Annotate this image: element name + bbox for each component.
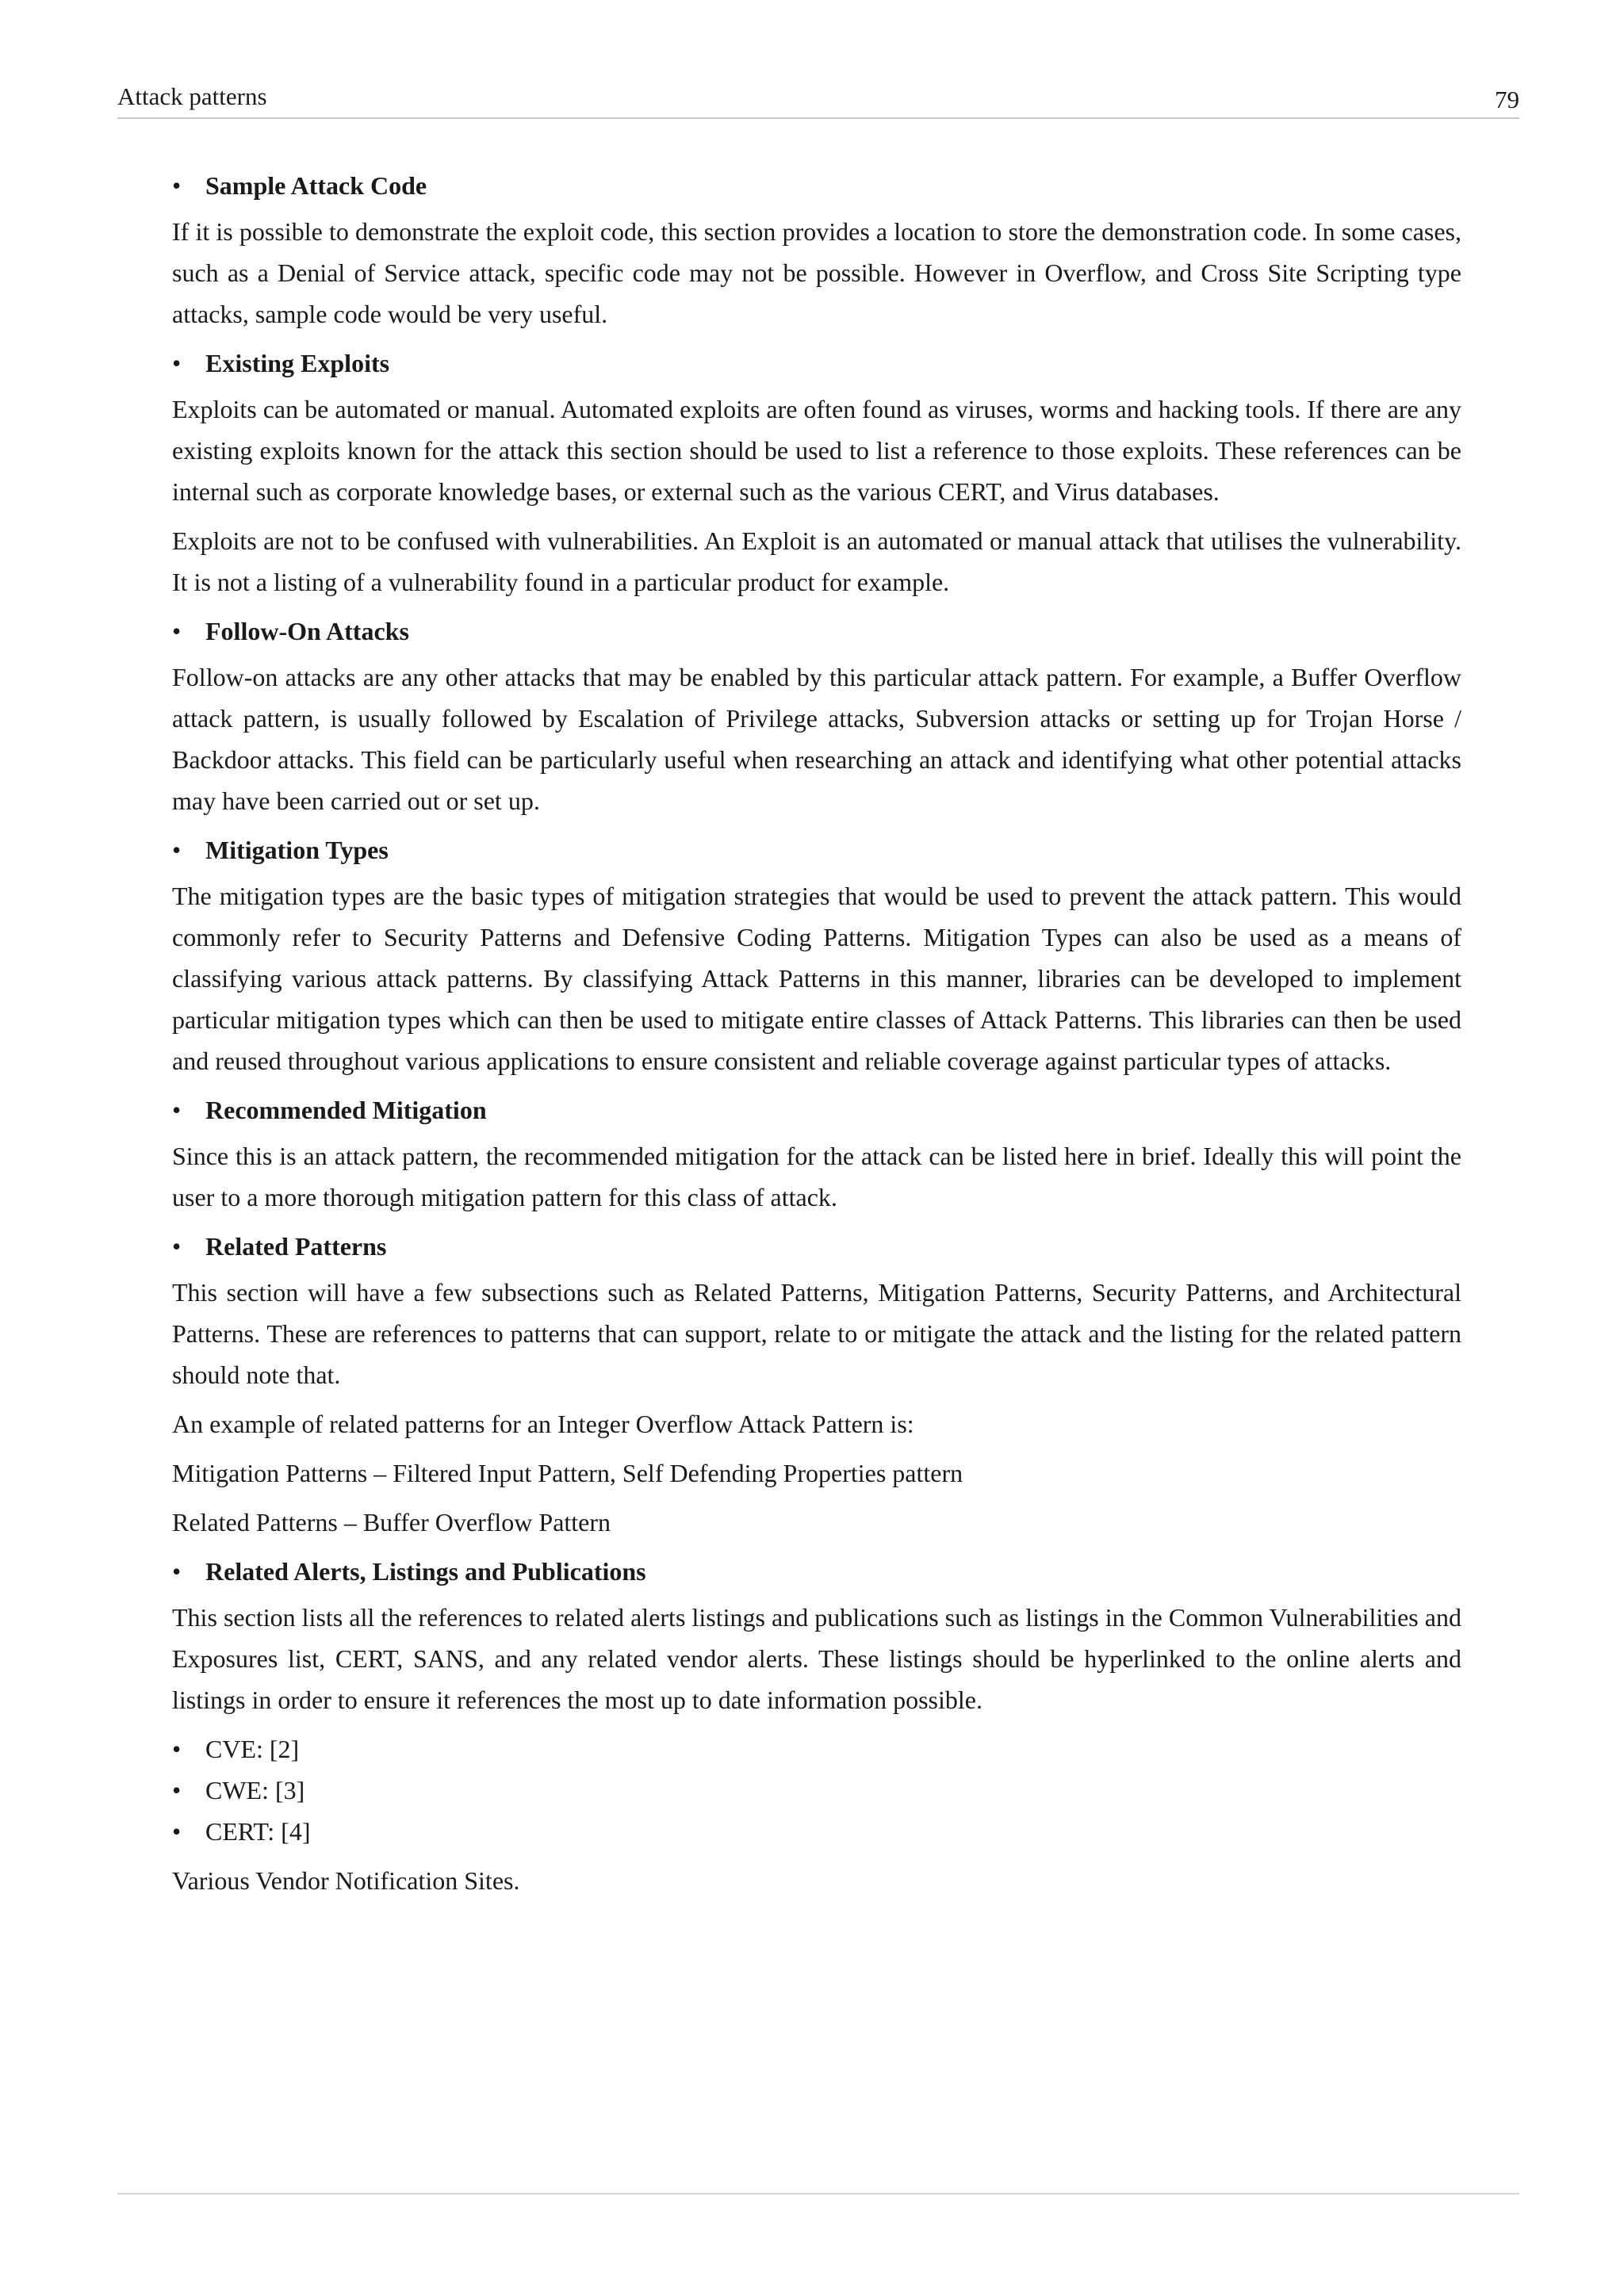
paragraph: Related Patterns – Buffer Overflow Pattern	[172, 1508, 611, 1536]
section-heading-recommended-mitigation	[172, 1089, 1461, 1131]
section-heading-related-patterns	[172, 1226, 1461, 1267]
list-item	[172, 1770, 1461, 1811]
page-body	[172, 165, 1461, 1909]
list-item	[172, 1728, 1461, 1770]
bullet-icon: •	[172, 1557, 182, 1586]
bullet-icon: •	[172, 836, 182, 864]
paragraph: Follow-on attacks are any other attacks that may be enabled by this particular attack pattern. For example, a Buffer Overflow attack pattern, is usually followed by Escalation of Privilege attacks, Subversion attacks or setting up for Trojan Horse / Backdoor attacks. This field can be particularly useful when researching an attack and identifying what other potential attacks may have been carried out or set up.	[172, 663, 1461, 815]
page-header	[117, 78, 1519, 119]
paragraph: An example of related patterns for an Integer Overflow Attack Pattern is:	[172, 1410, 914, 1438]
section-heading-existing-exploits	[172, 342, 1461, 384]
heading-label: Recommended Mitigation	[205, 1096, 487, 1124]
reference-label: CERT: [4]	[205, 1817, 311, 1846]
section-heading-related-alerts	[172, 1551, 1461, 1592]
bullet-icon: •	[172, 617, 182, 645]
heading-label: Related Patterns	[205, 1232, 387, 1261]
page-number: 79	[1495, 86, 1519, 113]
paragraph: Mitigation Patterns – Filtered Input Pattern, Self Defending Properties pattern	[172, 1459, 963, 1487]
paragraph: Various Vendor Notification Sites.	[172, 1866, 520, 1895]
paragraph: This section lists all the references to related alerts listings and publications such as listings in the Common Vulnerabilities and Exposures list, CERT, SANS, and any related vendor alerts. These listings should be hyperlinked to the online alerts and listings in order to ensure it references the most up to date information possible.	[172, 1603, 1461, 1714]
bullet-icon: •	[172, 1817, 182, 1846]
paragraph: Exploits can be automated or manual. Automated exploits are often found as viruses, worms and hacking tools. If there are any existing exploits known for the attack this section should be used to list a reference to those exploits. These references can be internal such as corporate knowledge bases, or external such as the various CERT, and Virus databases.	[172, 395, 1461, 506]
bullet-icon: •	[172, 1735, 182, 1763]
bullet-icon: •	[172, 1096, 182, 1124]
paragraph: This section will have a few subsections such as Related Patterns, Mitigation Patterns, Security Patterns, and Architectural Patterns. These are references to patterns that can support, relate to or mitigate the attack and the listing for the related pattern should note that.	[172, 1278, 1461, 1389]
bullet-icon: •	[172, 1232, 182, 1261]
bullet-icon: •	[172, 171, 182, 200]
heading-label: Mitigation Types	[205, 836, 389, 864]
footer-rule	[117, 2193, 1519, 2195]
bullet-icon: •	[172, 349, 182, 377]
section-heading-follow-on-attacks	[172, 610, 1461, 652]
section-heading-mitigation-types	[172, 829, 1461, 871]
heading-label: Related Alerts, Listings and Publications	[205, 1557, 646, 1586]
bullet-icon: •	[172, 1776, 182, 1804]
paragraph: Since this is an attack pattern, the recommended mitigation for the attack can be listed here in brief. Ideally this will point the user to a more thorough mitigation pattern for this class of attack.	[172, 1142, 1461, 1211]
paragraph: The mitigation types are the basic types of mitigation strategies that would be used to prevent the attack pattern. This would commonly refer to Security Patterns and Defensive Coding Patterns. Mitigation Types can also be used as a means of classifying various attack patterns. By classifying Attack Patterns in this manner, libraries can be developed to implement particular mitigation types which can then be used to mitigate entire classes of Attack Patterns. This libraries can then be used and reused throughout various applications to ensure consistent and reliable coverage against particular types of attacks.	[172, 882, 1461, 1075]
paragraph: Exploits are not to be confused with vulnerabilities. An Exploit is an automated or manual attack that utilises the vulnerability. It is not a listing of a vulnerability found in a particular product for example.	[172, 526, 1461, 596]
paragraph: If it is possible to demonstrate the exploit code, this section provides a location to store the demonstration code. In some cases, such as a Denial of Service attack, specific code may not be possible. However in Overflow, and Cross Site Scripting type attacks, sample code would be very useful.	[172, 217, 1461, 328]
reference-label: CWE: [3]	[205, 1776, 305, 1804]
list-item	[172, 1811, 1461, 1852]
running-title: Attack patterns	[117, 82, 267, 110]
heading-label: Existing Exploits	[205, 349, 390, 377]
heading-label: Sample Attack Code	[205, 171, 427, 200]
section-heading-sample-attack-code	[172, 165, 1461, 206]
heading-label: Follow-On Attacks	[205, 617, 409, 645]
reference-label: CVE: [2]	[205, 1735, 300, 1763]
reference-list	[172, 1728, 1461, 1852]
